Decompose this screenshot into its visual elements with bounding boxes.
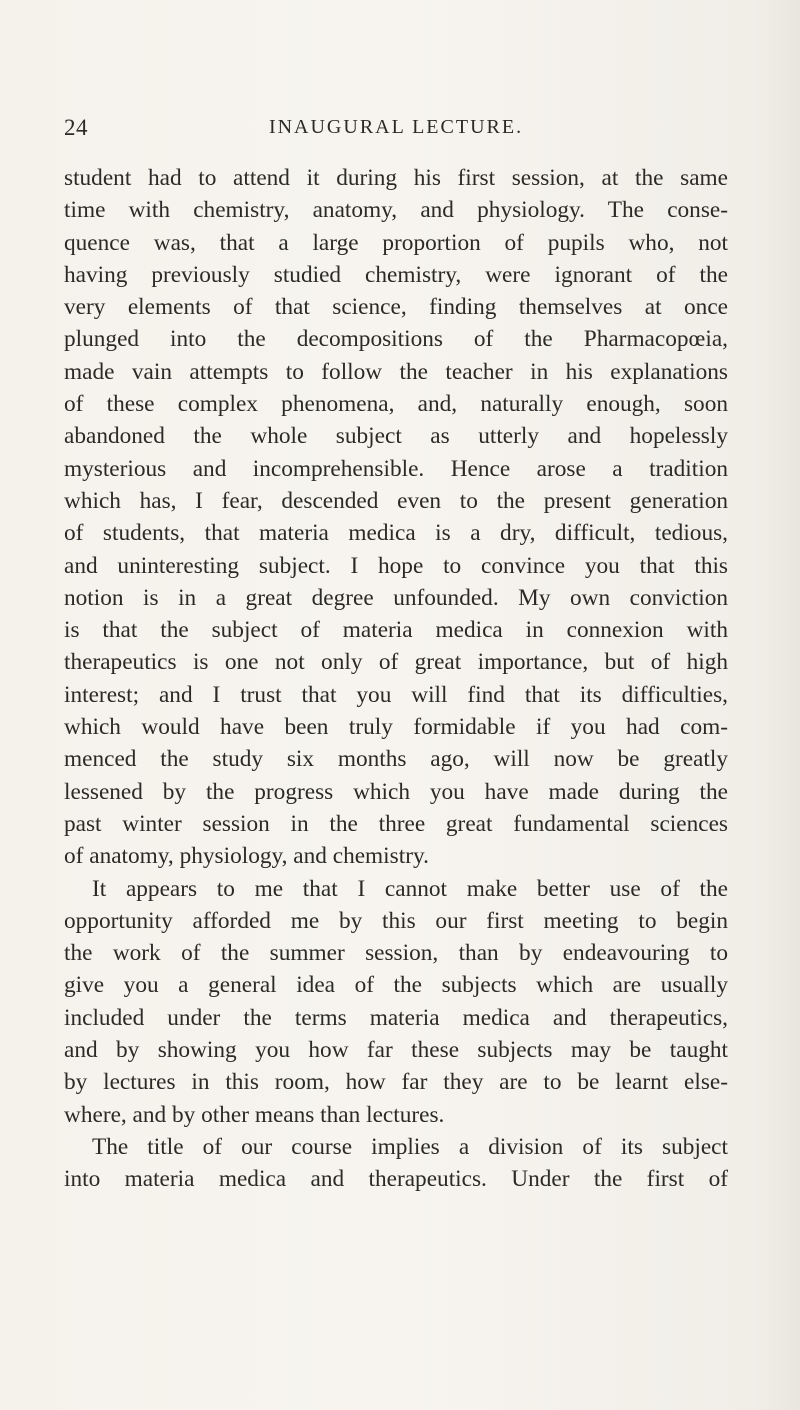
text-line: which would have been truly formidable if you had com- (64, 714, 728, 741)
text-line: plunged into the decompositions of the Pharmacopœia, (64, 326, 728, 353)
page-number: 24 (64, 115, 88, 140)
text-line: of students, that materia medica is a dry, difficult, tedious, (64, 520, 728, 547)
text-line: mysterious and incomprehensible. Hence arose a tradition (64, 455, 728, 482)
text-line: the work of the summer session, than by endeavouring to (64, 940, 728, 967)
text-line: notion is in a great degree unfounded. My own conviction (64, 584, 728, 611)
text-line: time with chemistry, anatomy, and physiology. The conse- (64, 197, 728, 224)
text-line: made vain attempts to follow the teacher in his explanations (64, 358, 728, 385)
running-head: INAUGURAL LECTURE. (268, 116, 524, 138)
text-line: abandoned the whole subject as utterly and hopelessly (64, 423, 728, 450)
paragraph-start-line: It appears to me that I cannot make better use of the (92, 875, 728, 902)
text-line: past winter session in the three great fundamental sciences (64, 810, 728, 837)
text-line: by lectures in this room, how far they are to be learnt else- (64, 1069, 728, 1096)
text-line: quence was, that a large proportion of pupils who, not (64, 229, 728, 256)
text-line: into materia medica and therapeutics. Under the first of (64, 1166, 728, 1193)
text-line: therapeutics is one not only of great importance, but of high (64, 649, 728, 676)
text-line: menced the study six months ago, will now be greatly (64, 746, 728, 773)
text-line: give you a general idea of the subjects which are usually (64, 972, 728, 999)
text-line: very elements of that science, finding themselves at once (64, 294, 728, 321)
text-line: student had to attend it during his first session, at the same (64, 165, 728, 191)
text-line: which has, I fear, descended even to the present generation (64, 487, 728, 514)
paragraph-start-line: The title of our course implies a division of its subject (92, 1133, 728, 1160)
text-line: interest; and I trust that you will find that its difficulties, (64, 681, 728, 708)
body-text (64, 162, 728, 1196)
text-line: of these complex phenomena, and, naturally enough, soon (64, 391, 728, 418)
text-line: lessened by the progress which you have made during the (64, 778, 728, 805)
paragraph-end-line: where, and by other means than lectures. (64, 1101, 445, 1128)
paragraph-end-line: of anatomy, physiology, and chemistry. (64, 843, 429, 870)
text-line: and by showing you how far these subjects may be taught (64, 1037, 728, 1064)
text-line: opportunity afforded me by this our first meeting to begin (64, 907, 728, 934)
text-line: having previously studied chemistry, were ignorant of the (64, 261, 728, 288)
text-line: and uninteresting subject. I hope to convince you that this (64, 552, 728, 579)
page-header (64, 115, 728, 145)
text-line: is that the subject of materia medica in connexion with (64, 617, 728, 644)
text-line: included under the terms materia medica and therapeutics, (64, 1004, 728, 1031)
